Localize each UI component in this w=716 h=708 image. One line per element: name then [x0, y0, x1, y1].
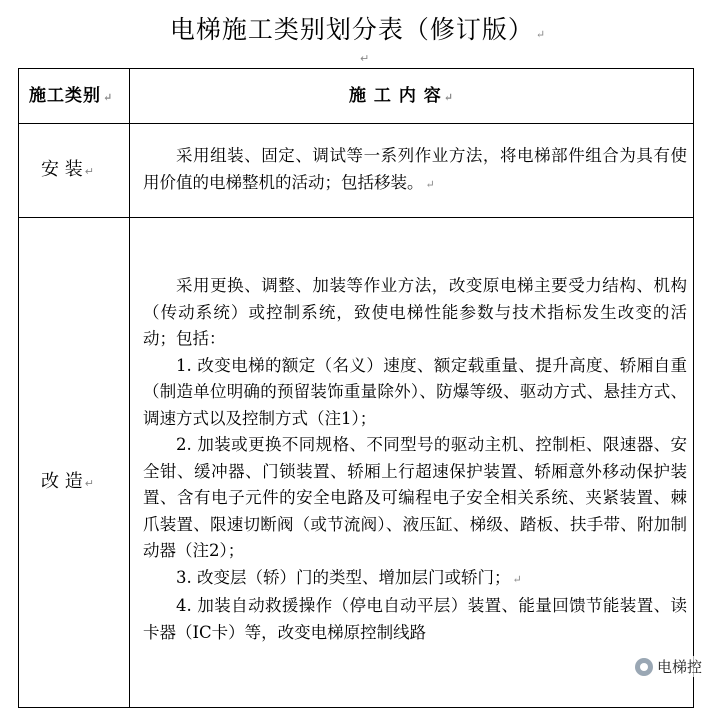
- row-install-category: 安 装 ↵: [41, 159, 94, 180]
- modify-item-1: 1. 改变电梯的额定（名义）速度、额定载重量、提升高度、轿厢自重（制造单位明确的预留装饰重量除外）、防爆等级、驱动方式、悬挂方式、调速方式以及控制方式（注1）；: [143, 355, 687, 428]
- modify-item-2: 2. 加装或更换不同规格、不同型号的驱动主机、控制柜、限速器、安全钳、缓冲器、门锁装置、轿厢上行超速保护装置、轿厢意外移动保护装置、含有电子元件的安全电路及可编程电子安全相关系统、夹紧装置、棘爪装置、限速切断阀（或节流阀）、液压缸、梯级、踏板、扶手带、附加制动器（注2）；: [143, 435, 687, 560]
- modify-intro: 采用更换、调整、加装等作业方法，改变原电梯主要受力结构、机构（传动系统）或控制系统，致使电梯性能参数与技术指标发生改变的活动；包括：: [143, 276, 687, 348]
- watermark: [635, 656, 702, 677]
- paragraph-mark: ↵: [360, 52, 370, 65]
- modify-item-3: 3. 改变层（轿）门的类型、增加层门或轿门； ↵: [176, 567, 522, 587]
- row-install-content: [143, 143, 687, 198]
- watermark-label: 电梯控: [656, 658, 702, 676]
- header-content: 施 工 内 容 ↵: [349, 86, 454, 106]
- category-table: [18, 68, 694, 708]
- install-desc: 采用组装、固定、调试等一系列作业方法，将电梯部件组合为具有使用价值的电梯整机的活动；包括移装。 ↵: [143, 146, 687, 192]
- document-title: 电梯施工类别划分表（修订版） ↵: [169, 15, 547, 44]
- header-category: 施工类别 ↵: [29, 86, 114, 106]
- row-modify-category: 改 造 ↵: [41, 471, 94, 492]
- modify-item-4: 4. 加装自动救援操作（停电自动平层）装置、能量回馈节能装置、读卡器（IC卡）等，改变电梯原控制线路: [143, 596, 687, 642]
- row-modify-content: [143, 273, 687, 646]
- wechat-account-icon: [635, 658, 653, 676]
